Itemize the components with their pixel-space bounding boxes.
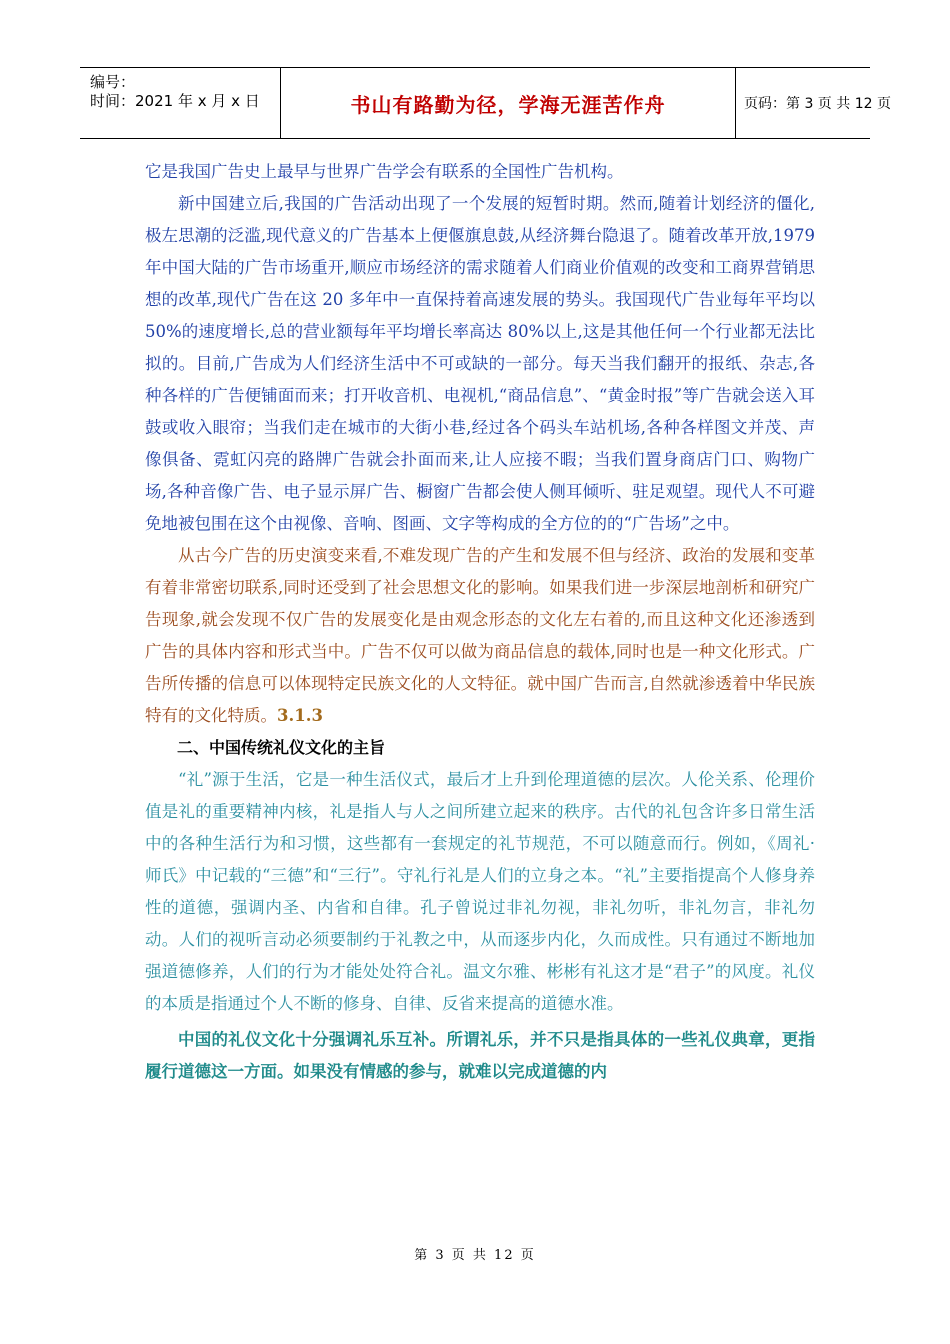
document-number-label: 编号： <box>90 73 136 91</box>
document-date: 时间：2021 年 x 月 x 日 <box>90 92 260 110</box>
header-motto-cell <box>280 68 736 138</box>
header-motto: 书山有路勤为径，学海无涯苦作舟 <box>350 92 666 117</box>
paragraph-1: 它是我国广告史上最早与世界广告学会有联系的全国性广告机构。 <box>145 162 624 181</box>
paragraph-2: 新中国建立后,我国的广告活动出现了一个发展的短暂时期。然而,随着计划经济的僵化,极左思潮的泛滥,现代意义的广告基本上便偃旗息鼓,从经济舞台隐退了。随着改革开放,1979 年中国大陆的广告市场重开,顺应市场经济的需求随着人们商业价值观的改变和工商界营销思想的改革,现代广告在这 20 多年中一直保持着高速发展的势头。我国现代广告业每年平均以 50%的速度增长,总的营业额每年平均增长率高达 80%以上,这是其他任何一个行业都无法比拟的。目前,广告成为人们经济生活中不可或缺的一部分。每天当我们翻开的报纸、杂志,各种各样的广告便铺面而来；打开收音机、电视机,“商品信息”、“黄金时报”等广告就会送入耳鼓或收入眼帘；当我们走在城市的大街小巷,经过各个码头车站机场,各种各样图文并茂、声像俱备、霓虹闪亮的路牌广告就会扑面而来,让人应接不暇；当我们置身商店门口、购物广场,各种音像广告、电子显示屏广告、橱窗广告都会使人侧耳倾听、驻足观望。现代人不可避免地被包围在这个由视像、音响、图画、文字等构成的全方位的的“广告场”之中。 <box>145 194 815 533</box>
paragraph-4: “礼”源于生活，它是一种生活仪式，最后才上升到伦理道德的层次。人伦关系、伦理价值是礼的重要精神内核，礼是指人与人之间所建立起来的秩序。古代的礼包含许多日常生活中的各种生活行为和习惯，这些都有一套规定的礼节规范，不可以随意而行。例如，《周礼·师氏》中记载的“三德”和“三行”。守礼行礼是人们的立身之本。“礼”主要指提高个人修身养性的道德，强调内圣、内省和自律。孔子曾说过非礼勿视，非礼勿听，非礼勿言，非礼勿动。人们的视听言动必须要制约于礼教之中，从而逐步内化，久而成性。只有通过不断地加强道德修养，人们的行为才能处处符合礼。温文尔雅、彬彬有礼这才是“君子”的风度。礼仪的本质是指通过个人不断的修身、自律、反省来提高的道德水准。 <box>145 770 815 1013</box>
page-header <box>80 67 891 139</box>
document-body <box>145 156 815 1088</box>
paragraph-5: 中国的礼仪文化十分强调礼乐互补。所谓礼乐，并不只是指具体的一些礼仪典章，更指履行道德这一方面。如果没有情感的参与，就难以完成道德的内 <box>145 1030 815 1081</box>
section-number: 3.1.3 <box>277 706 323 725</box>
header-meta <box>80 68 280 138</box>
paragraph-3 <box>145 540 815 732</box>
header-page-info: 页码：第 3 页 共 12 页 <box>744 96 891 112</box>
page-footer: 第 3 页 共 12 页 <box>414 1248 536 1263</box>
header-page-cell <box>736 68 891 138</box>
paragraph-3-text: 从古今广告的历史演变来看,不难发现广告的产生和发展不但与经济、政治的发展和变革有着非常密切联系,同时还受到了社会思想文化的影响。如果我们进一步深层地剖析和研究广告现象,就会发现不仅广告的发展变化是由观念形态的文化左右着的,而且这种文化还渗透到广告的具体内容和形式当中。广告不仅可以做为商品信息的载体,同时也是一种文化形式。广告所传播的信息可以体现特定民族文化的人文特征。就中国广告而言,自然就渗透着中华民族特有的文化特质。 <box>145 546 815 725</box>
section-heading: 二、中国传统礼仪文化的主旨 <box>177 738 386 757</box>
